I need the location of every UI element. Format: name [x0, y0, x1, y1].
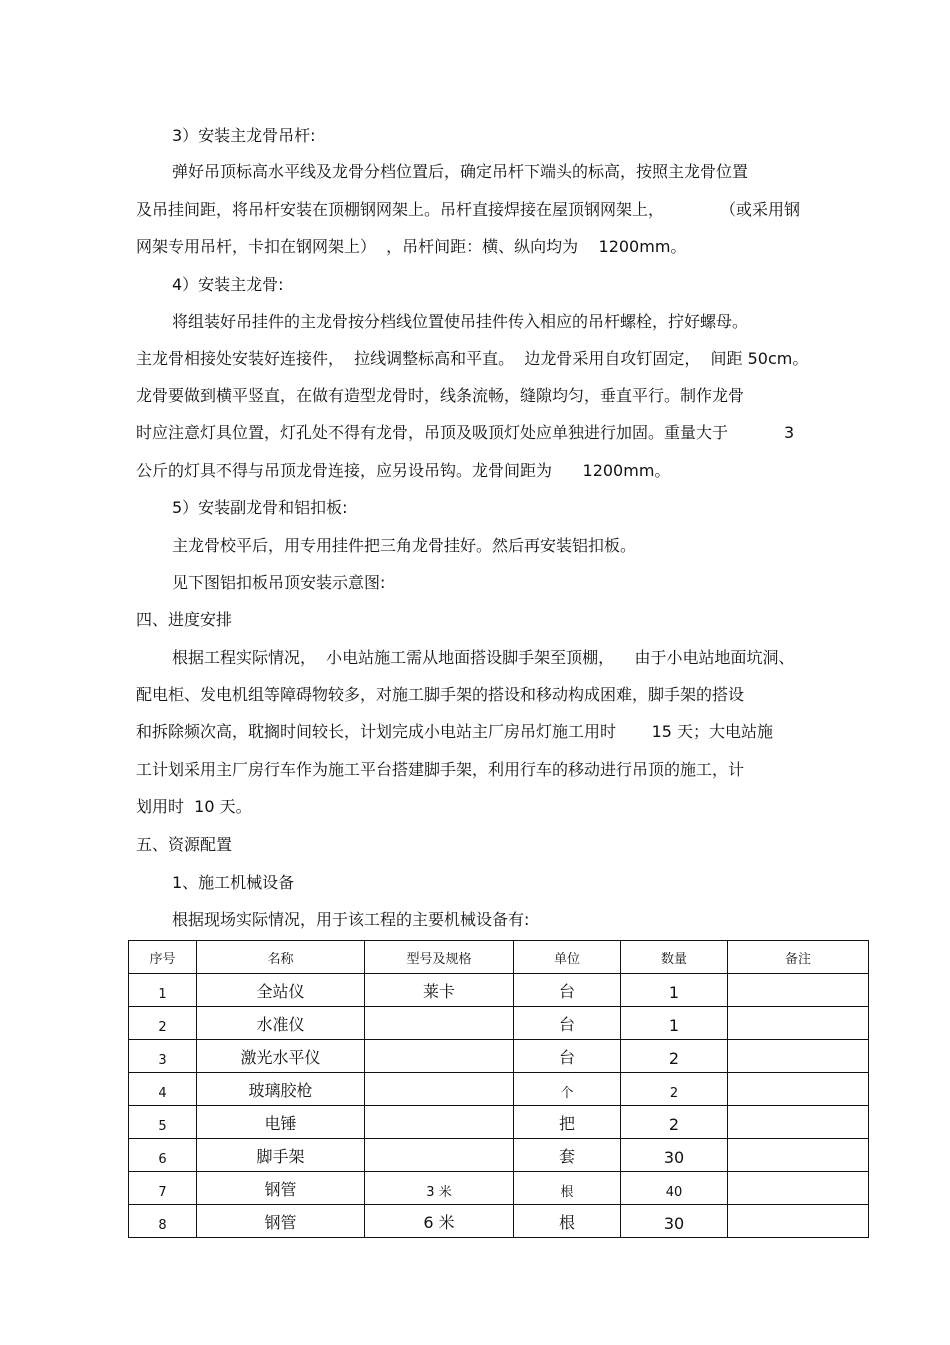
table-cell: [728, 1172, 869, 1205]
cell-text: 5: [158, 1119, 167, 1134]
text-line: 四、进度安排: [136, 610, 233, 629]
table-cell: [728, 1205, 869, 1238]
table-cell: [197, 974, 365, 1007]
header-cell: 序号: [129, 941, 197, 974]
table-cell: [129, 1007, 197, 1040]
cell-text: 玻璃胶枪: [248, 1081, 313, 1100]
text-line: 3）安装主龙骨吊杆:: [172, 126, 316, 145]
cell-text: 台: [558, 982, 575, 1001]
cell-text: 2: [668, 1115, 680, 1134]
cell-text: 6 米: [423, 1213, 455, 1232]
table-cell: [365, 1073, 514, 1106]
table-cell: [365, 1172, 514, 1205]
cell-text: 全站仪: [256, 982, 305, 1001]
text-line: 5）安装副龙骨和铝扣板:: [172, 498, 348, 517]
table-cell: [129, 1073, 197, 1106]
table-header-row: [129, 941, 869, 974]
cell-text: 钢管: [264, 1213, 297, 1232]
table-cell: [728, 974, 869, 1007]
text-line: 根据工程实际情况， 小电站施工需从地面搭设脚手架至顶棚， 由于小电站地面坑洞、: [172, 648, 795, 667]
cell-text: 根: [558, 1213, 575, 1232]
cell-text: 1: [158, 987, 167, 1002]
cell-text: 把: [558, 1114, 575, 1133]
cell-text: 3: [158, 1053, 167, 1068]
table-cell: [129, 1172, 197, 1205]
cell-text: [728, 1068, 868, 1072]
table-cell: [728, 1073, 869, 1106]
table-cell: [514, 1106, 621, 1139]
table-cell: [514, 1172, 621, 1205]
cell-text: 个: [560, 1086, 574, 1101]
cell-text: 7: [158, 1185, 167, 1200]
text-line: 和拆除频次高，耽搁时间较长，计划完成小电站主厂房吊灯施工用时 15 天；大电站施: [136, 722, 774, 741]
cell-text: 钢管: [264, 1180, 297, 1199]
table-cell: [365, 1139, 514, 1172]
cell-text: 激光水平仪: [240, 1048, 321, 1067]
table-row: [129, 1139, 869, 1172]
table-cell: [728, 1106, 869, 1139]
table-cell: [365, 1040, 514, 1073]
cell-text: 脚手架: [256, 1147, 305, 1166]
table-cell: [621, 1106, 728, 1139]
table-cell: [197, 1172, 365, 1205]
table-row: [129, 1040, 869, 1073]
cell-text: 8: [158, 1218, 167, 1233]
text-line: 主龙骨相接处安装好连接件， 拉线调整标高和平直。 边龙骨采用自攻钉固定， 间距 50cm。: [136, 349, 809, 368]
text-line: 公斤的灯具不得与吊顶龙骨连接，应另设吊钩。龙骨间距为 1200mm。: [136, 461, 671, 480]
table-cell: [728, 1040, 869, 1073]
table-row: [129, 1007, 869, 1040]
cell-text: 2: [668, 1049, 680, 1068]
cell-text: [365, 1101, 513, 1105]
table-cell: [129, 1106, 197, 1139]
text-line: 及吊挂间距，将吊杆安装在顶棚钢网架上。吊杆直接焊接在屋顶钢网架上， （或采用钢: [136, 200, 800, 219]
table-cell: [197, 1073, 365, 1106]
table-cell: [514, 1073, 621, 1106]
table-cell: [621, 1172, 728, 1205]
text-line: 见下图铝扣板吊顶安装示意图:: [172, 573, 386, 592]
table-cell: [197, 1139, 365, 1172]
table-cell: [514, 1007, 621, 1040]
equipment-table: [128, 940, 869, 1238]
text-line: 将组装好吊挂件的主龙骨按分档线位置使吊挂件传入相应的吊杆螺栓，拧好螺母。: [172, 312, 749, 331]
table-body: [129, 974, 869, 1238]
text-line: 网架专用吊杆，卡扣在钢网架上） ，吊杆间距：横、纵向均为 1200mm。: [136, 237, 687, 256]
table-cell: [621, 1139, 728, 1172]
table-cell: [197, 1040, 365, 1073]
cell-text: 电锤: [264, 1114, 297, 1133]
table-cell: [365, 1106, 514, 1139]
header-cell: 名称: [197, 941, 365, 974]
table-row: [129, 1073, 869, 1106]
cell-text: 2: [669, 1086, 679, 1101]
table-cell: [514, 1040, 621, 1073]
table-cell: [621, 1040, 728, 1073]
table-cell: [514, 1205, 621, 1238]
table-cell: [365, 1007, 514, 1040]
cell-text: [728, 1167, 868, 1171]
cell-text: [728, 1035, 868, 1039]
cell-text: 30: [663, 1214, 685, 1233]
table-cell: [129, 1040, 197, 1073]
cell-text: 1: [668, 983, 680, 1002]
table-cell: [197, 1205, 365, 1238]
cell-text: 30: [663, 1148, 685, 1167]
table-cell: [728, 1007, 869, 1040]
cell-text: 水准仪: [256, 1015, 305, 1034]
header-cell: 单位: [514, 941, 621, 974]
text-line: 主龙骨校平后，用专用挂件把三角龙骨挂好。然后再安装铝扣板。: [172, 536, 637, 555]
cell-text: [365, 1068, 513, 1072]
header-cell: 数量: [621, 941, 728, 974]
table-cell: [514, 974, 621, 1007]
header-cell: 型号及规格: [365, 941, 514, 974]
text-line: 五、资源配置: [136, 835, 233, 854]
table-cell: [621, 974, 728, 1007]
cell-text: 6: [158, 1152, 167, 1167]
text-line: 划用时 10 天。: [136, 797, 252, 816]
table-cell: [129, 974, 197, 1007]
text-line: 根据现场实际情况，用于该工程的主要机械设备有:: [172, 910, 530, 929]
cell-text: 莱卡: [422, 982, 455, 1001]
cell-text: [365, 1167, 513, 1171]
table-cell: [365, 974, 514, 1007]
table-cell: [365, 1205, 514, 1238]
cell-text: 3 米: [426, 1185, 452, 1200]
table-cell: [514, 1139, 621, 1172]
text-line: 时应注意灯具位置，灯孔处不得有龙骨，吊顶及吸顶灯处应单独进行加固。重量大于 3: [136, 423, 795, 442]
table-cell: [621, 1205, 728, 1238]
table-cell: [621, 1073, 728, 1106]
cell-text: 套: [558, 1147, 575, 1166]
text-line: 4）安装主龙骨:: [172, 275, 284, 294]
table-cell: [129, 1139, 197, 1172]
cell-text: 1: [668, 1016, 680, 1035]
table-cell: [621, 1007, 728, 1040]
table-row: [129, 1106, 869, 1139]
header-cell: 备注: [728, 941, 869, 974]
cell-text: 台: [558, 1015, 575, 1034]
cell-text: [728, 1233, 868, 1237]
cell-text: [728, 1002, 868, 1006]
cell-text: [365, 1035, 513, 1039]
table-cell: [197, 1007, 365, 1040]
text-line: 龙骨要做到横平竖直，在做有造型龙骨时，线条流畅，缝隙均匀，垂直平行。制作龙骨: [136, 386, 745, 405]
table-cell: [197, 1106, 365, 1139]
cell-text: 2: [158, 1020, 167, 1035]
table-row: [129, 1205, 869, 1238]
cell-text: 4: [158, 1086, 167, 1101]
cell-text: [365, 1134, 513, 1138]
cell-text: 40: [665, 1185, 683, 1200]
table-row: [129, 1172, 869, 1205]
text-line: 工计划采用主厂房行车作为施工平台搭建脚手架，利用行车的移动进行吊顶的施工，计: [136, 760, 745, 779]
text-line: 配电柜、发电机组等障碍物较多，对施工脚手架的搭设和移动构成困难，脚手架的搭设: [136, 685, 745, 704]
text-line: 弹好吊顶标高水平线及龙骨分档位置后，确定吊杆下端头的标高，按照主龙骨位置: [172, 162, 749, 181]
cell-text: 台: [558, 1048, 575, 1067]
cell-text: [728, 1200, 868, 1204]
cell-text: [728, 1134, 868, 1138]
table-cell: [129, 1205, 197, 1238]
cell-text: 根: [560, 1185, 574, 1200]
table-cell: [728, 1139, 869, 1172]
text-line: 1、施工机械设备: [172, 873, 295, 892]
table-row: [129, 974, 869, 1007]
cell-text: [728, 1101, 868, 1105]
